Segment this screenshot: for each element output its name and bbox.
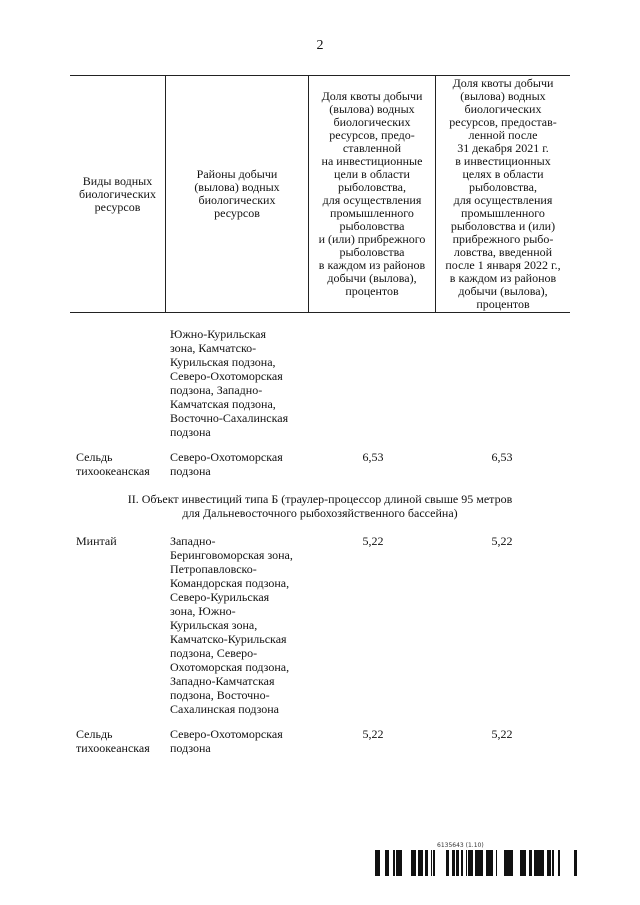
barcode-bar	[378, 850, 380, 876]
row-1-region: Северо-Охотоморская подзона	[170, 450, 283, 478]
row-3-share-2: 5,22	[491, 727, 513, 741]
barcode-bar	[419, 850, 420, 876]
barcode-bar	[547, 850, 549, 876]
barcode-bar	[475, 850, 477, 876]
row-3-share-1: 5,22	[362, 727, 384, 741]
barcode-bar	[496, 850, 497, 876]
barcode-bar	[471, 850, 473, 876]
barcode-bar	[540, 850, 542, 876]
barcode-bar	[510, 850, 513, 876]
barcode-bar	[574, 850, 577, 876]
barcode-bar	[486, 850, 489, 876]
barcode-bar	[418, 850, 419, 876]
barcode-bar	[558, 850, 559, 876]
barcode-bar	[461, 850, 462, 876]
barcode-bar	[399, 850, 402, 876]
header-species	[70, 76, 165, 312]
barcode-bar	[431, 850, 432, 876]
row-3-species: Сельдь тихоокеанская	[76, 727, 150, 755]
barcode-bar	[412, 850, 414, 876]
row-0-region: Южно-Курильская зона, Камчатско- Курильская подзона, Северо-Охотоморская подзона, Западно- Камчатская подзона, Восточно-Сахалинская подзона	[170, 327, 289, 439]
page-number: 2	[316, 38, 324, 53]
barcode-bar	[425, 850, 428, 876]
barcode-bar	[492, 850, 493, 876]
barcode-bar	[466, 850, 467, 876]
barcode-bar	[506, 850, 509, 876]
barcode-bar	[542, 850, 544, 876]
row-1-share-1: 6,53	[362, 450, 384, 464]
barcode-bar	[489, 850, 490, 876]
barcode-bar	[477, 850, 480, 876]
barcode-bar	[523, 850, 526, 876]
barcode-bar	[536, 850, 539, 876]
barcode-bar	[396, 850, 399, 876]
barcode-bar	[414, 850, 416, 876]
barcode-bar	[504, 850, 506, 876]
barcode-bar	[529, 850, 532, 876]
barcode-bar	[375, 850, 378, 876]
barcode-bar	[490, 850, 492, 876]
barcode-bar	[433, 850, 435, 876]
header-share-after-2021	[436, 76, 570, 312]
barcode-bar	[420, 850, 423, 876]
barcode	[372, 850, 577, 876]
barcode-bar	[520, 850, 523, 876]
row-2-share-2: 5,22	[491, 534, 513, 548]
section-heading: II. Объект инвестиций типа Б (траулер-процессор длиной свыше 95 метров для Дальневосточного рыбохозяйственного бассейна)	[127, 492, 513, 520]
barcode-bar	[411, 850, 412, 876]
barcode-bar	[385, 850, 386, 876]
header-region	[166, 76, 308, 312]
row-1-species: Сельдь тихоокеанская	[76, 450, 150, 478]
barcode-bar	[552, 850, 554, 876]
barcode-bar	[452, 850, 454, 876]
barcode-bar	[559, 850, 560, 876]
barcode-bar	[509, 850, 510, 876]
barcode-bar	[534, 850, 536, 876]
barcode-bar	[468, 850, 471, 876]
header-share-investment-text: Доля квоты добычи (вылова) водных биологических ресурсов, предо- ставленной на инвестиционные цели в области рыболовства, для осуществления промышленного рыболовства и (или) прибрежного рыболовства в каждом из районов добычи (вылова), процентов	[318, 89, 426, 298]
barcode-bar	[386, 850, 389, 876]
header-region-text: Районы добычи (вылова) водных биологических ресурсов	[194, 167, 280, 220]
row-1-share-2: 6,53	[491, 450, 513, 464]
table-header-bottom-border	[70, 312, 570, 313]
row-2-region: Западно- Беринговоморская зона, Петропавловско- Командорская подзона, Северо-Курильская зона, Южно- Курильская зона, Камчатско-Курильская подзона, Северо- Охотоморская подзона, Западно-Камчатская подзона, Восточно- Сахалинская подзона	[170, 534, 293, 716]
barcode-bar	[454, 850, 455, 876]
barcode-bar	[456, 850, 459, 876]
row-2-species: Минтай	[76, 534, 117, 548]
header-species-text: Виды водных биологических ресурсов	[79, 173, 156, 214]
barcode-id: 6135643 (1.10)	[437, 842, 484, 849]
barcode-bar	[480, 850, 483, 876]
header-share-investment	[309, 76, 435, 312]
row-2-share-1: 5,22	[362, 534, 384, 548]
barcode-bar	[549, 850, 551, 876]
header-share-after-2021-text: Доля квоты добычи (вылова) водных биологических ресурсов, предостав- ленной после 31 декабря 2021 г. в инвестиционных целях в области рыболовства, для осуществления промышленного рыболовства и (или) прибрежного рыбо- ловства, введенной после 1 января 2022 г., в каждом из районов добычи (вылова), процентов	[445, 76, 561, 311]
barcode-bar	[539, 850, 540, 876]
barcode-bar	[462, 850, 463, 876]
barcode-bar	[446, 850, 448, 876]
row-3-region: Северо-Охотоморская подзона	[170, 727, 283, 755]
barcode-bar	[393, 850, 395, 876]
barcode-bar	[448, 850, 449, 876]
